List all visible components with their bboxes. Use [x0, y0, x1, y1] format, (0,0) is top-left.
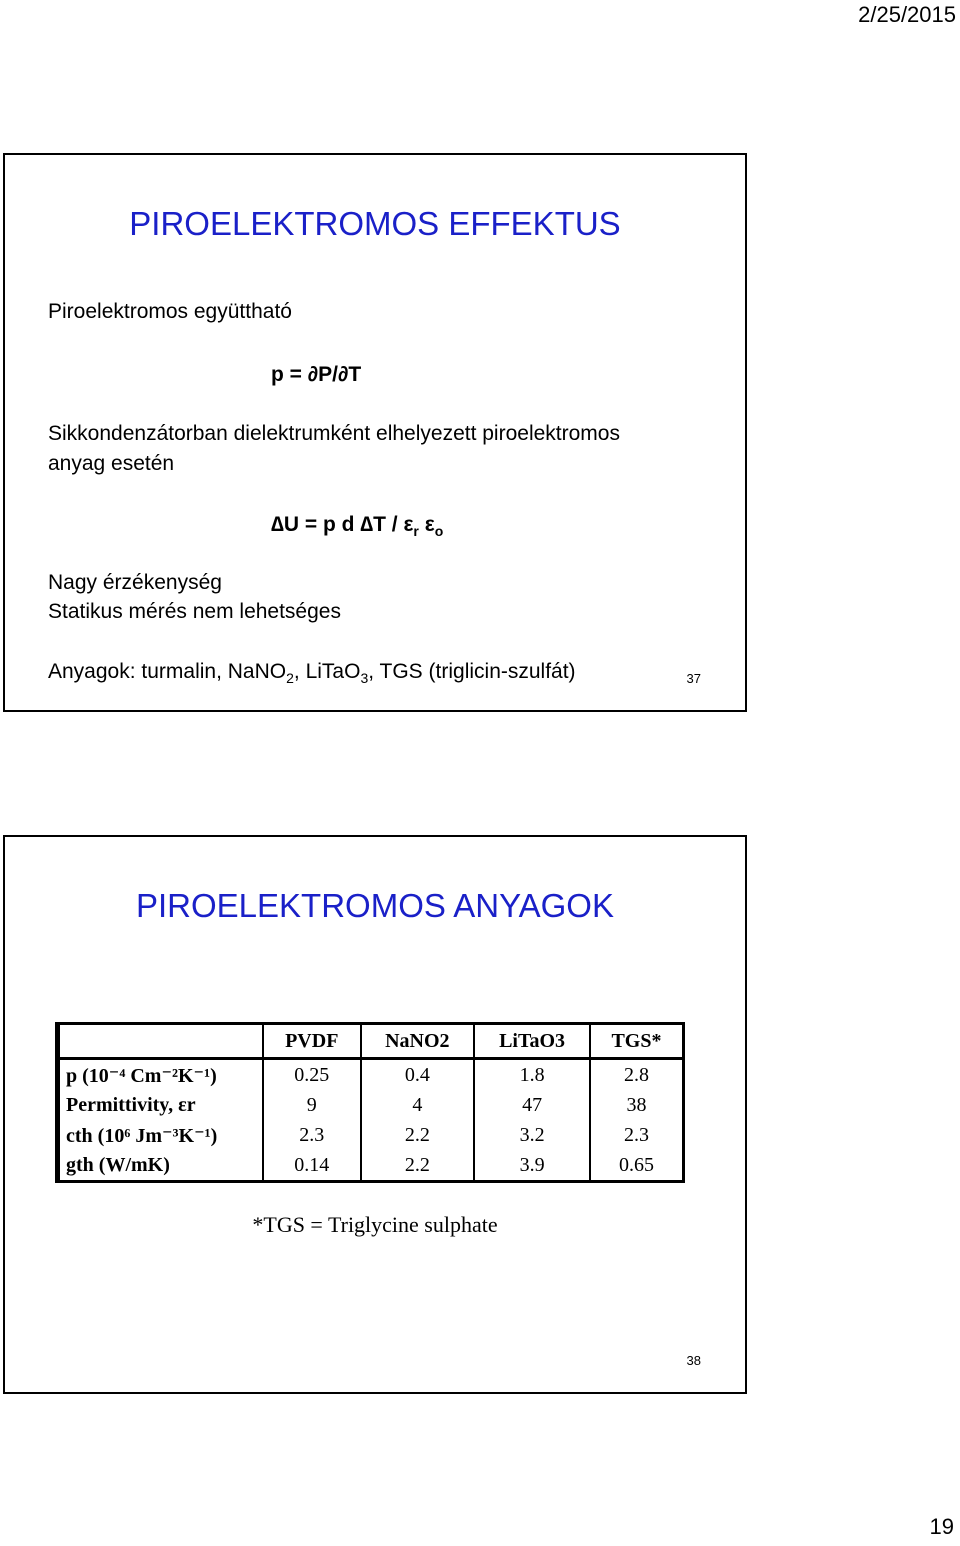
slide-number: 37: [686, 671, 701, 686]
table-cell: 1.8: [474, 1059, 590, 1091]
text-line: Sikkondenzátorban dielektrumként elhelyezett piroelektromos: [48, 422, 620, 445]
column-header: PVDF: [263, 1024, 361, 1059]
row-label: p (10⁻⁴ Cm⁻²K⁻¹): [66, 1064, 217, 1087]
pyroelectric-materials-table: [55, 1022, 685, 1183]
text-line: Statikus mérés nem lehetséges: [48, 600, 341, 623]
slide-title: PIROELEKTROMOS EFFEKTUS: [129, 205, 621, 242]
table-cell: 2.3: [590, 1120, 684, 1150]
table-cell: 3.2: [474, 1120, 590, 1150]
row-label: gth (W/mK): [66, 1153, 170, 1176]
table-row: [58, 1120, 684, 1150]
text-line: Piroelektromos együttható: [48, 300, 292, 323]
table-row: [58, 1059, 684, 1091]
slide-title: PIROELEKTROMOS ANYAGOK: [135, 887, 614, 924]
table-row: [58, 1150, 684, 1182]
table-footnote: *TGS = Triglycine sulphate: [252, 1212, 498, 1237]
text-line: anyag esetén: [48, 452, 175, 475]
slide-37: [3, 153, 747, 712]
row-label: cth (10⁶ Jm⁻³K⁻¹): [66, 1124, 218, 1147]
slide-number: 38: [686, 1353, 701, 1368]
formula-delta-u: ∆U = p d $\Delta T / \varepsilon_r$ $\varepsilon_o$: [271, 513, 444, 539]
table-cell: 2.2: [361, 1150, 475, 1182]
table-cell: 0.25: [263, 1059, 361, 1091]
materials-line: Anyagok: turmalin, NaNO$_2$, LiTaO$_3$, TGS (triglicin-szulfát): [48, 660, 576, 686]
column-header: TGS*: [590, 1024, 684, 1059]
table-row: [58, 1090, 684, 1120]
table-cell: 9: [263, 1090, 361, 1120]
table-cell: 2.3: [263, 1120, 361, 1150]
column-header: NaNO2: [361, 1024, 475, 1059]
row-label: Permittivity, εr: [66, 1093, 196, 1116]
table-cell: 2.2: [361, 1120, 475, 1150]
text-line: Nagy érzékenység: [48, 571, 222, 594]
table-corner: [58, 1024, 264, 1059]
page-date: 2/25/2015: [858, 2, 956, 27]
table-cell: 0.4: [361, 1059, 475, 1091]
column-header: LiTaO3: [474, 1024, 590, 1059]
slide-38: [3, 835, 747, 1394]
table-header-row: [58, 1024, 684, 1059]
table-cell: 0.65: [590, 1150, 684, 1182]
table-cell: 38: [590, 1090, 684, 1120]
table-cell: 2.8: [590, 1059, 684, 1091]
formula-p: p = ∂P/∂T: [271, 363, 362, 386]
page-number: 19: [929, 1514, 954, 1539]
table-cell: 3.9: [474, 1150, 590, 1182]
table-cell: 4: [361, 1090, 475, 1120]
table-cell: 47: [474, 1090, 590, 1120]
table-cell: 0.14: [263, 1150, 361, 1182]
